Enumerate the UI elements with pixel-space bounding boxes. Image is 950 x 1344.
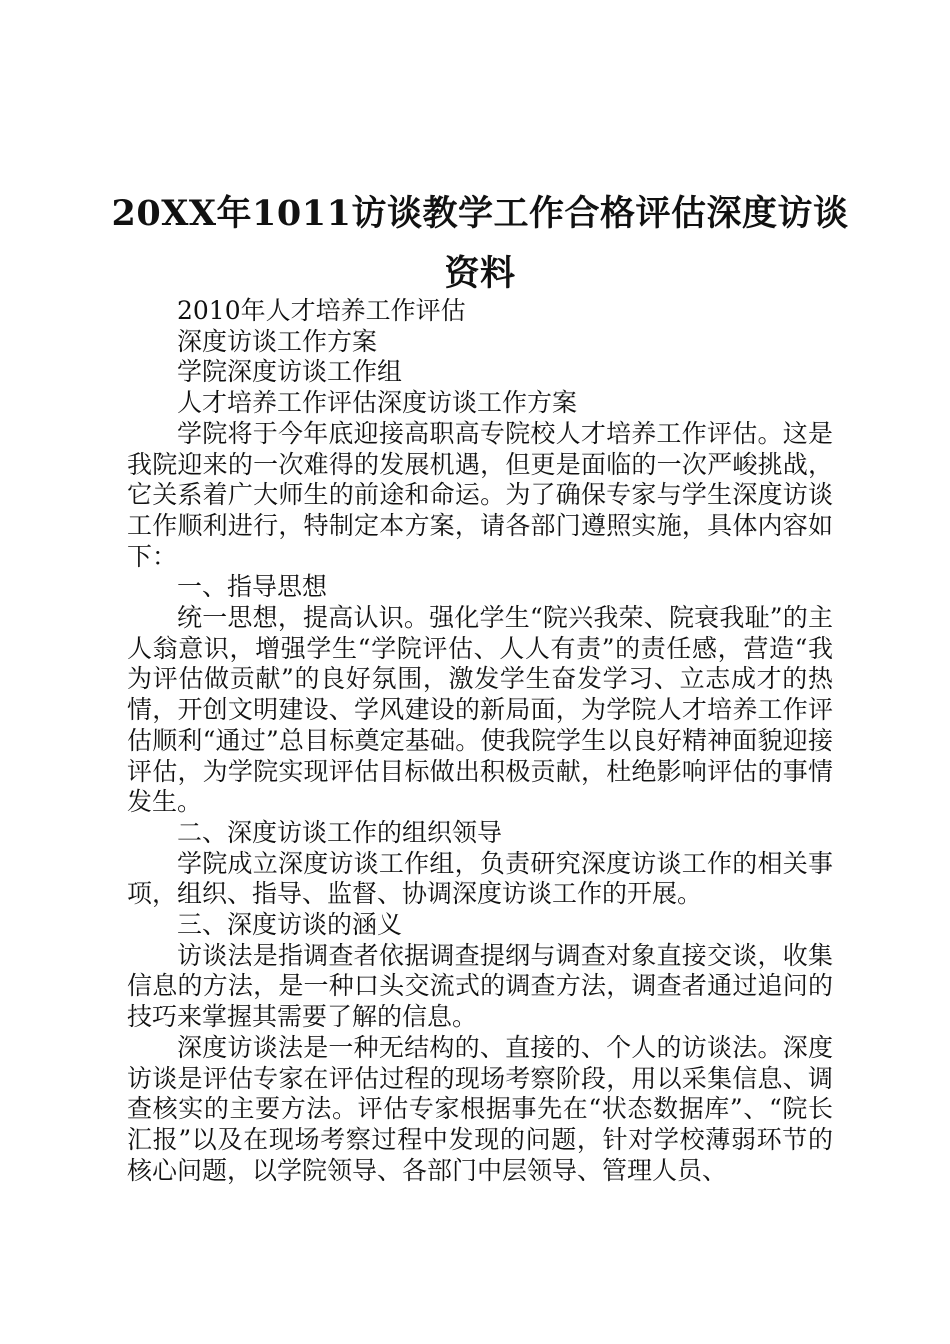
- paragraph: 学院将于今年底迎接高职高专院校人才培养工作评估。这是我院迎来的一次难得的发展机遇，但更是面临的一次严峻挑战，它关系着广大师生的前途和命运。为了确保专家与学生深度访谈工作顺利进行，特制定本方案，请各部门遵照实施，具体内容如下：: [127, 418, 833, 571]
- paragraph: 深度访谈工作方案: [177, 326, 378, 356]
- section-heading: 二、深度访谈工作的组织领导: [177, 817, 503, 847]
- section-heading: 一、指导思想: [177, 572, 328, 602]
- section-heading: 三、深度访谈的涵义: [177, 910, 403, 940]
- paragraph: 2010年人才培养工作评估: [177, 296, 466, 325]
- document-body: [127, 296, 833, 1186]
- paragraph: 学院深度访谈工作组: [177, 357, 403, 387]
- document-title: 20XX年1011访谈教学工作合格评估深度访谈资料: [111, 193, 849, 294]
- paragraph: 统一思想，提高认识。强化学生“院兴我荣、院衰我耻”的主人翁意识，增强学生“学院评估、人人有责”的责任感，营造“我为评估做贡献”的良好氛围，激发学生奋发学习、立志成才的热情，开创文明建设、学风建设的新局面，为学院人才培养工作评估顺利“通过”总目标奠定基础。使我院学生以良好精神面貌迎接评估，为学院实现评估目标做出积极贡献，杜绝影响评估的事情发生。: [127, 603, 833, 817]
- paragraph: 学院成立深度访谈工作组，负责研究深度访谈工作的相关事项，组织、指导、监督、协调深度访谈工作的开展。: [127, 848, 833, 909]
- paragraph: 访谈法是指调查者依据调查提纲与调查对象直接交谈，收集信息的方法，是一种口头交流式的调查方法，调查者通过追问的技巧来掌握其需要了解的信息。: [127, 940, 833, 1032]
- paragraph: 人才培养工作评估深度访谈工作方案: [177, 388, 578, 418]
- paragraph: 深度访谈法是一种无结构的、直接的、个人的访谈法。深度访谈是评估专家在评估过程的现场考察阶段，用以采集信息、调查核实的主要方法。评估专家根据事先在“状态数据库”、“院长汇报”以及在现场考察过程中发现的问题，针对学校薄弱环节的核心问题，以学院领导、各部门中层领导、管理人员、: [127, 1032, 833, 1185]
